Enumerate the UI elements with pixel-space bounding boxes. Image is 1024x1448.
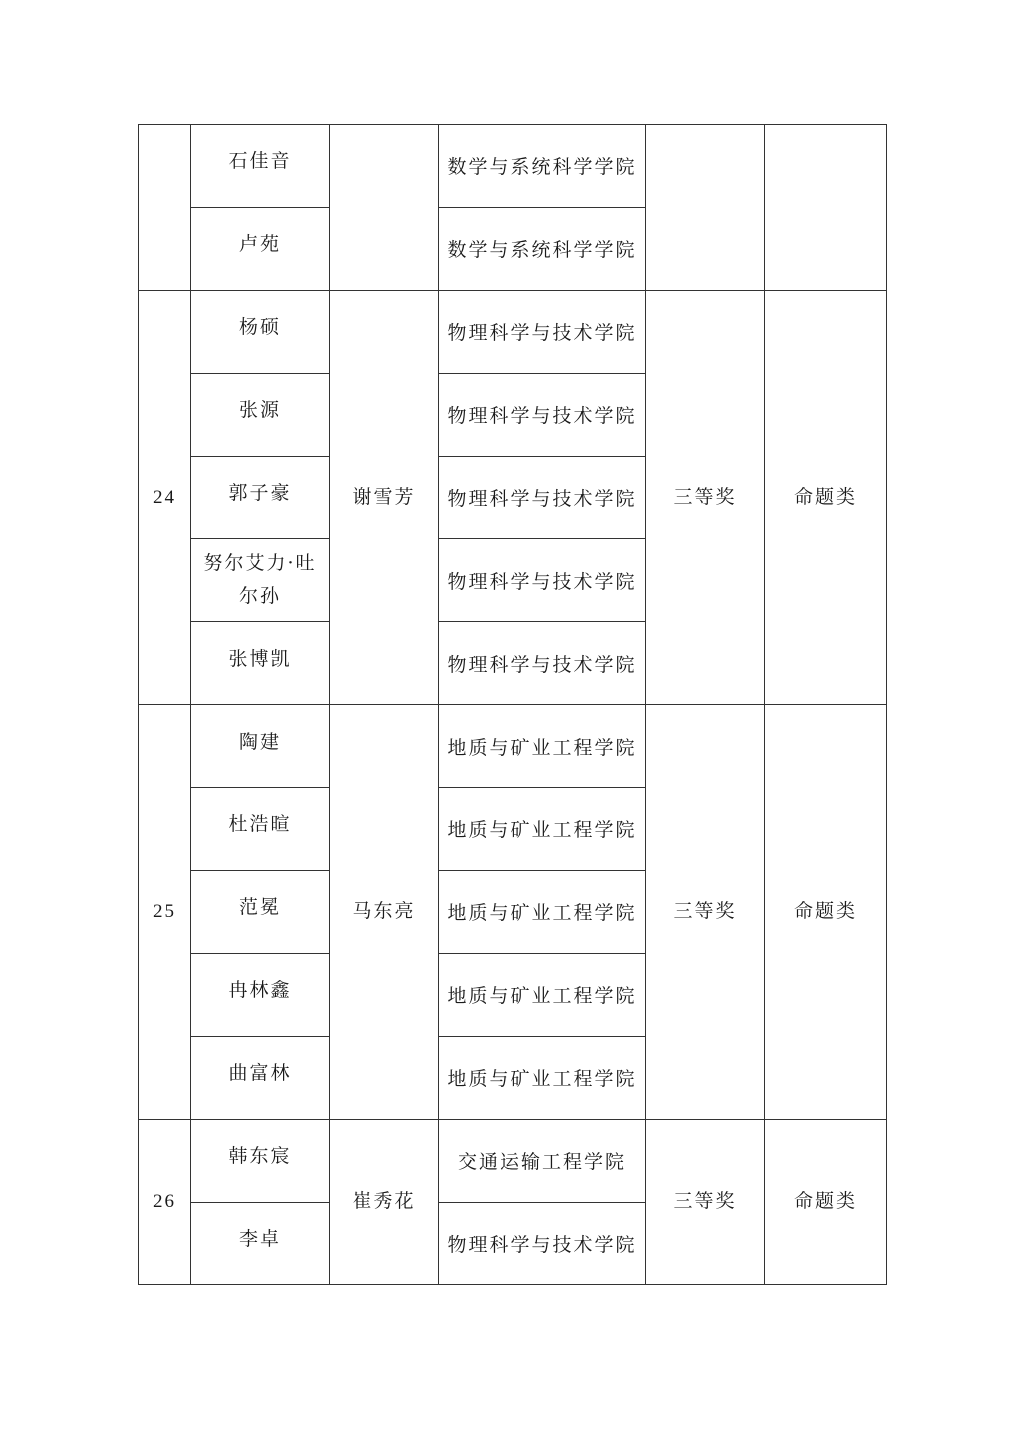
college-cell (439, 1202, 646, 1285)
student-name: 郭子豪 (228, 481, 292, 504)
student-name-cell (191, 1119, 330, 1202)
college-name: 数学与系统科学学院 (447, 156, 637, 179)
student-name: 李卓 (238, 1227, 281, 1250)
college-name: 地质与矿业工程学院 (447, 902, 637, 925)
table-row (139, 705, 887, 788)
award-level: 三等奖 (646, 705, 765, 1119)
advisor-name: 崔秀花 (330, 1119, 439, 1285)
college-cell (439, 539, 646, 622)
student-name: 范冕 (238, 896, 281, 919)
college-cell (439, 1119, 646, 1202)
award-category: 命题类 (765, 290, 887, 704)
student-name-cell (191, 871, 330, 954)
student-name: 韩东宸 (228, 1144, 292, 1167)
group-number: 25 (139, 705, 191, 1119)
college-cell (439, 373, 646, 456)
award-cell (646, 125, 765, 291)
college-name: 数学与系统科学学院 (447, 239, 637, 262)
student-name-cell (191, 622, 330, 705)
college-cell (439, 622, 646, 705)
category-cell (765, 125, 887, 291)
table-row (139, 1119, 887, 1202)
college-name: 物理科学与技术学院 (447, 653, 637, 676)
college-cell (439, 871, 646, 954)
group-number: 26 (139, 1119, 191, 1285)
student-name-cell (191, 290, 330, 373)
college-cell (439, 125, 646, 208)
student-name-cell (191, 539, 330, 622)
college-name: 地质与矿业工程学院 (447, 985, 637, 1008)
student-name: 石佳音 (228, 150, 292, 173)
college-cell (439, 456, 646, 539)
college-name: 物理科学与技术学院 (447, 404, 637, 427)
group-number-cell (139, 125, 191, 291)
award-category: 命题类 (765, 1119, 887, 1285)
award-level: 三等奖 (646, 1119, 765, 1285)
award-level: 三等奖 (646, 290, 765, 704)
college-name: 地质与矿业工程学院 (447, 736, 637, 759)
student-name-cell (191, 705, 330, 788)
college-cell (439, 207, 646, 290)
group-number: 24 (139, 290, 191, 704)
table-row (139, 290, 887, 373)
student-name: 张博凯 (228, 647, 292, 670)
student-name-cell (191, 125, 330, 208)
college-name: 物理科学与技术学院 (447, 322, 637, 345)
student-name-cell (191, 207, 330, 290)
college-cell (439, 953, 646, 1036)
award-category: 命题类 (765, 705, 887, 1119)
college-name: 地质与矿业工程学院 (447, 819, 637, 842)
college-cell (439, 788, 646, 871)
student-name-cell (191, 788, 330, 871)
advisor-cell (330, 125, 439, 291)
college-cell (439, 290, 646, 373)
student-name-cell (191, 373, 330, 456)
college-name: 物理科学与技术学院 (447, 487, 637, 510)
student-name: 冉林鑫 (228, 979, 292, 1002)
table-row (139, 125, 887, 208)
student-name: 杨硕 (238, 316, 281, 339)
college-name: 交通运输工程学院 (457, 1150, 626, 1173)
college-name: 物理科学与技术学院 (447, 1233, 637, 1256)
student-name: 卢苑 (238, 233, 281, 256)
college-cell (439, 705, 646, 788)
student-name-cell (191, 953, 330, 1036)
student-name: 曲富林 (228, 1062, 292, 1085)
advisor-name: 谢雪芳 (330, 290, 439, 704)
student-name: 陶建 (238, 730, 281, 753)
college-cell (439, 1036, 646, 1119)
student-name: 张源 (238, 398, 281, 421)
student-name-cell (191, 1036, 330, 1119)
awards-table (138, 124, 887, 1285)
student-name: 努尔艾力·吐尔孙 (203, 552, 317, 608)
student-name: 杜浩暄 (228, 813, 292, 836)
college-name: 物理科学与技术学院 (447, 570, 637, 593)
advisor-name: 马东亮 (330, 705, 439, 1119)
college-name: 地质与矿业工程学院 (447, 1068, 637, 1091)
student-name-cell (191, 456, 330, 539)
student-name-cell (191, 1202, 330, 1285)
